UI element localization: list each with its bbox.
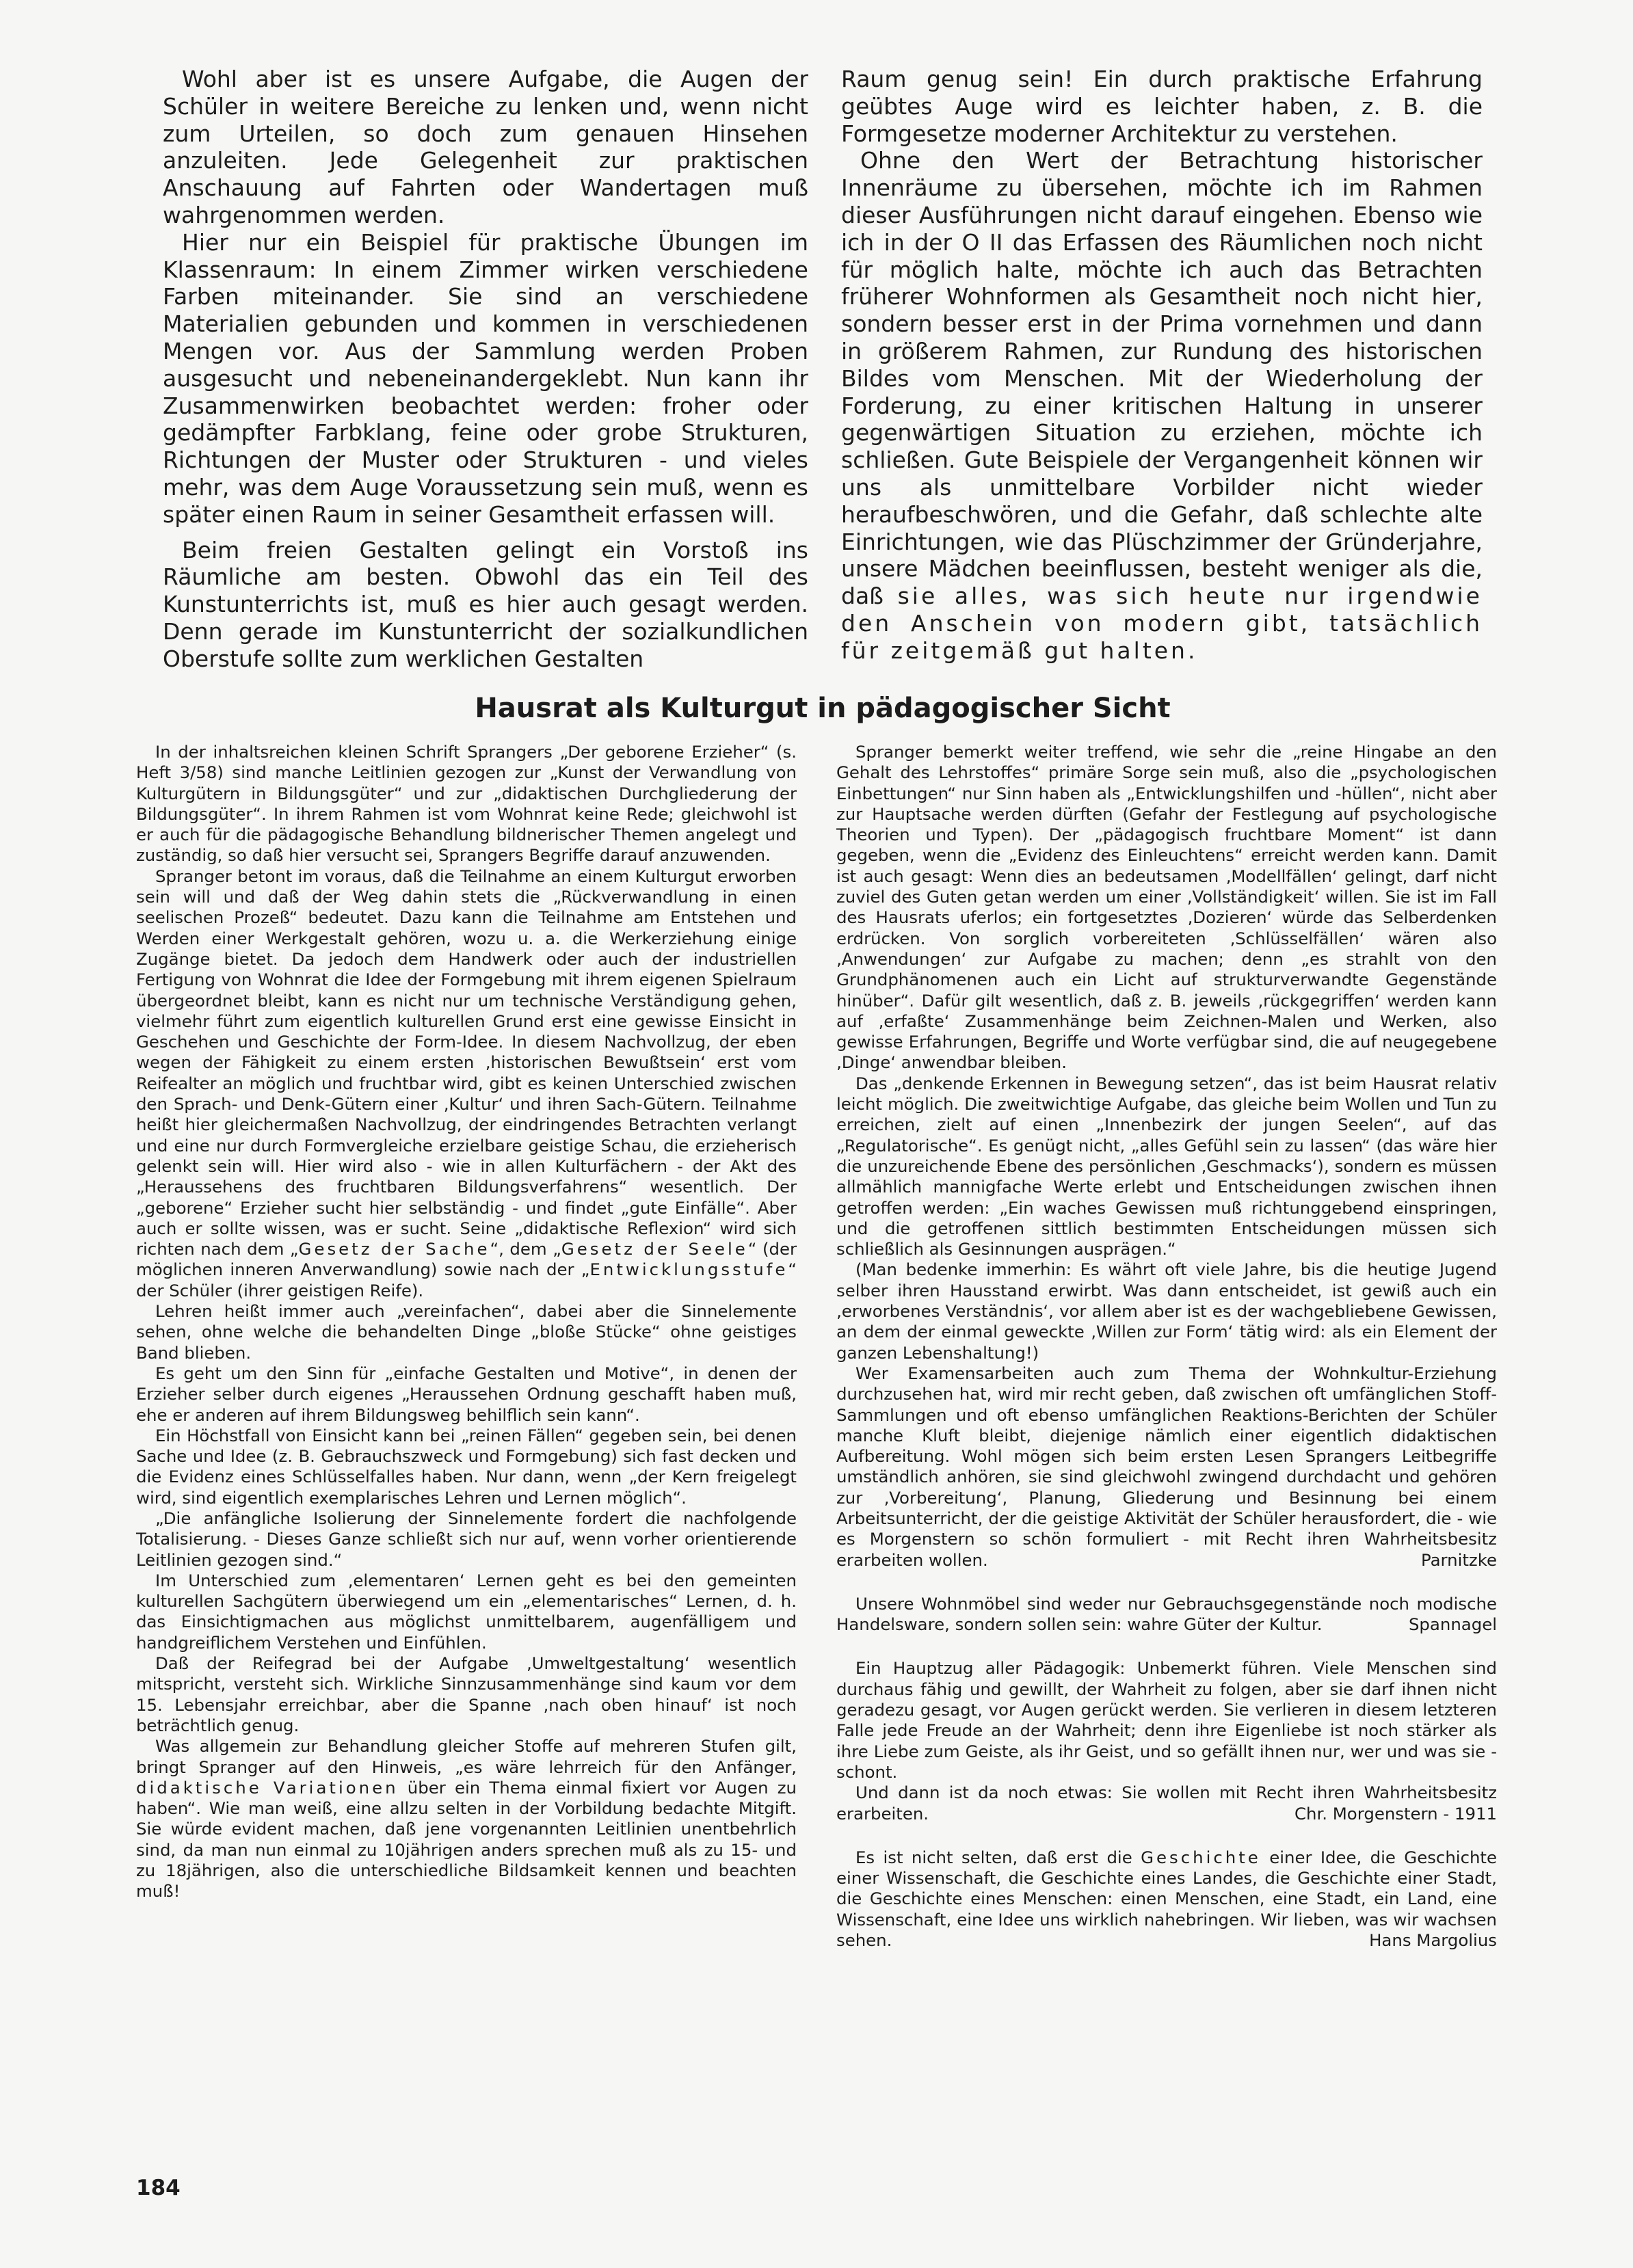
paragraph: Im Unterschied zum ‚elementaren‘ Lernen geht es bei den gemeinten kulturellen Sachgütern überwiegend um ein „elementarisches“ Lernen, d. h. das Einsichtigmachen aus möglichst unmittelbarem, augenfälligem und handgreiflichem Verstehen und Einfühlen. [136,1570,797,1653]
paragraph: Es geht um den Sinn für „einfache Gestalten und Motive“, in denen der Erzieher selber durch eigenes „Heraussehen Ordnung geschafft haben muß, ehe er anderen auf ihrem Bildungsweg behilflich sein kann“. [136,1363,797,1425]
paragraph-text: “, dem „ [490,1239,561,1259]
quote-text: Es ist nicht selten, daß erst die [855,1847,1132,1867]
paragraph-text: Was allgemein zur Behandlung gleicher Stoffe auf mehreren Stufen gilt, bringt Spranger auf den Hinweis, „es wäre lehrreich für den Anfänger, [136,1736,797,1777]
article-right-column [836,742,1497,1951]
spaced-text: Geschichte [1141,1847,1261,1867]
quote: Ein Hauptzug aller Pädagogik: Unbemerkt führen. Viele Menschen sind durchaus fähig und gewillt, der Wahrheit zu folgen, aber sie darf ihnen nicht geradezu gesagt, vor Augen gerückt werden. Sie verlieren in diesem letzteren Falle jede Freude an der Wahrheit; denn ihre Eigenliebe ist noch stärker als ihre Liebe zum Geiste, als ihr Geist, und so gefällt ihnen nur, wer und was sie - schont. [836,1658,1497,1782]
article-headline: Hausrat als Kulturgut in pädagogischer Sicht [475,693,1171,724]
author-signature: Parnitzke [1420,1549,1497,1570]
top-right-column [841,66,1483,665]
paragraph: Lehren heißt immer auch „vereinfachen“, dabei aber die Sinnelemente sehen, ohne welche die behandelten Dinge „bloße Stücke“ ohne geistiges Band blieben. [136,1301,797,1363]
quote-text: einer Idee, die Geschichte einer Wissenschaft, die Geschichte eines Landes, die Geschichte einer Stadt, die Geschichte eines Menschen: einen Menschen, eine Stadt, ein Land, eine Wissenschaft, eine Idee uns wirklich nahebringen. Wir lieben, was wir wachsen sehen. [836,1847,1498,1951]
paragraph-text: “ (der möglichen inneren Anverwandlung) sowie nach der „ [136,1239,797,1280]
paragraph: In der inhaltsreichen kleinen Schrift Sprangers „Der geborene Erzieher“ (s. Heft 3/58) sind manche Leitlinien gezogen zur „Kunst der Verwandlung von Kulturgütern in Bildungsgüter“ und zur „didaktischen Durchgliederung der Bildungsgüter“. In ihrem Rahmen ist vom Wohnrat keine Rede; gleichwohl ist er auch für die pädagogische Behandlung bildnerischer Themen angelegt und zuständig, so daß hier versucht sei, Sprangers Begriffe darauf anzuwenden. [136,742,797,866]
paragraph: Das „denkende Erkennen in Bewegung setzen“, das ist beim Hausrat relativ leicht möglich. Die zweitwichtige Aufgabe, das gleiche beim Wollen und Tun zu erreichen, zielt auf einen „Innenbezirk der jungen Seelen“, auf das „Regulatorische“. Es genügt nicht, „alles Gefühl sein zu lassen“ (das wäre hier die unzureichende Ebene des persönlichen ‚Geschmacks‘), sondern es müssen allmählich mannigfache Werte erlebt und Entscheidungen zwischen ihnen getroffen werden: „Ein waches Gewissen muß richtunggebend einspringen, und die getroffenen sittlich bestimmten Entscheidungen müssen sich schließlich als Gesinnungen ausprägen.“ [836,1073,1497,1259]
spaced-text: Gesetz der Sache [298,1239,490,1259]
author-signature: Hans Margolius [1369,1930,1497,1951]
spaced-text: Entwicklungsstufe [589,1259,788,1280]
paragraph-text: Wer Examensarbeiten auch zum Thema der Wohnkultur-Erziehung durchzusehen hat, wird mir recht geben, daß zwischen oft umfänglichen Stoff-Sammlungen und oft ebenso umfänglichen Reaktions-Berichten der Schüler manche Kluft bleibt, diejenige nämlich einer eigentlich didaktischen Aufbereitung. Wohl mögen sich beim ersten Lesen Sprangers Leitbegriffe umständlich anhören, sie sind gleichwohl zwingend durchdacht und gehören zur ‚Vorbereitung‘, Planung, Gliederung und Besinnung bei einem Arbeitsunterricht, der die geistige Aktivität der Schüler herausfordert, die - wie es Morgenstern so schön formuliert - mit Recht ihren Wahrheitsbesitz erarbeiten wollen. [836,1363,1497,1570]
article-left-column [136,742,797,1902]
paragraph [136,1736,797,1902]
paragraph: Raum genug sein! Ein durch praktische Erfahrung geübtes Auge wird es leichter haben, z. B. die Formgesetze moderner Architektur zu verstehen. [841,66,1483,147]
paragraph-text: über ein Thema einmal fixiert vor Augen zu haben“. Wie man weiß, eine allzu selten in der Vorbildung bedachte Mitgift. Sie würde evident machen, daß jene vorgenannten Leitlinien unentbehrlich sind, da man nun einmal zu 10jährigen anders sprechen muß als zu 15- und zu 18jährigen, also die unterschiedliche Bildsamkeit kennen und beachten muß! [136,1777,797,1902]
spaced-text: didaktische Variationen [136,1777,399,1798]
paragraph: (Man bedenke immerhin: Es währt oft viele Jahre, bis die heutige Jugend selber ihren Hausstand erwirbt. Was dann entscheidet, ist gewiß auch ein ‚erworbenes Verständnis‘, vor allem aber ist es der wachgebliebene Gewissen, an dem der einmal geweckte ‚Willen zur Form‘ tätig wird: als ein Element der ganzen Lebenshaltung!) [836,1259,1497,1363]
paragraph-text: Ohne den Wert der Betrachtung historischer Innenräume zu übersehen, möchte ich im Rahmen dieser Ausführungen nicht darauf eingehen. Ebenso wie ich in der O II das Erfassen des Räumlichen noch nicht für möglich halte, möchte ich auch das Betrachten früherer Wohnformen als Gesamtheit noch nicht hier, sondern besser erst in der Prima vornehmen und dann in größerem Rahmen, zur Rundung des historischen Bildes vom Menschen. Mit der Wiederholung der Forderung, zu einer kritischen Haltung in unserer gegenwärtigen Situation zu erziehen, möchte ich schließen. Gute Beispiele der Vergangenheit können wir uns als unmittelbare Vorbilder nicht wieder heraufbeschwören, und die Gefahr, daß schlechte alte Einrichtungen, wie das Plüschzimmer der Gründerjahre, unsere Mädchen beeinflussen, besteht weniger als die, daß [841,147,1483,610]
paragraph-text: “ der Schüler (ihrer geistigen Reife). [136,1259,797,1300]
paragraph: Beim freien Gestalten gelingt ein Vorstoß ins Räumliche am besten. Obwohl das ein Teil des Kunstunterrichts ist, muß es hier auch gesagt werden. Denn gerade im Kunstunterricht der sozialkundlichen Oberstufe sollte zum werklichen Gestalten [163,536,808,672]
paragraph [841,147,1483,664]
paragraph-text: Spranger betont im voraus, daß die Teilnahme an einem Kulturgut erworben sein will und daß der Weg dahin stets die „Rückverwandlung in einen seelischen Prozeß“ bedeutet. Dazu kann die Teilnahme am Entstehen und Werden einer Werkgestalt gehören, wozu u. a. die Werkerziehung einige Zugänge bietet. Da jedoch dem Handwerk oder auch der industriellen Fertigung von Wohnrat die Idee der Formgebung mit ihrem eigenen Spielraum übergeordnet bleibt, kann es nicht nur um technische Verständigung gehen, vielmehr führt zum eigentlich kulturellen Grund erst eine gewisse Einsicht in Geschehen und Geschichte der Form-Idee. In diesem Nachvollzug, der eben wegen der Fähigkeit zu einem ersten ‚historischen Bewußtsein‘ erst vom Reifealter an möglich und fruchtbar wird, gibt es keinen Unterschied zwischen den Sprach- und Denk-Gütern einer ‚Kultur‘ und ihren Sach-Gütern. Teilnahme heißt hier gleichermaßen Nachvollzug, der eindringendes Betrachten verlangt und eine nur durch Formvergleiche erzielbare geistige Schau, die erzieherisch gelenkt sein will. Hier wird also - wie in allen Kulturfächern - der Akt des „Heraussehens des fruchtbaren Bildungsverfahrens“ wesentlich. Der „geborene“ Erzieher sucht hier selbständig - und findet „gute Einfälle“. Aber auch er sollte wissen, was er sucht. Seine „didaktische Reflexion“ wird sich richten nach dem „ [136,866,797,1259]
spaced-text: sie alles, was sich heute nur irgendwie den Anschein von modern gibt, tatsächlich für zeitgemäß gut halten. [841,583,1483,664]
spaced-text: Gesetz der Seele [561,1239,748,1259]
author-signature: Chr. Morgenstern - 1911 [1294,1803,1497,1824]
paragraph: „Die anfängliche Isolierung der Sinnelemente fordert die nachfolgende Totalisierung. - Dieses Ganze schließt sich nur auf, wenn vorher orientierende Leitlinien gezogen sind.“ [136,1508,797,1570]
quote-text: Und dann ist da noch etwas: Sie wollen mit Recht ihren Wahrheitsbesitz erarbeiten. [836,1783,1497,1824]
quote-text: Unsere Wohnmöbel sind weder nur Gebrauchsgegenstände noch modische Handelsware, sondern sollen sein: wahre Güter der Kultur. [836,1593,1497,1635]
paragraph: Daß der Reifegrad bei der Aufgabe ‚Umweltgestaltung‘ wesentlich mitspricht, versteht sich. Wirkliche Sinnzusammenhänge sind kaum vor dem 15. Lebensjahr erreichbar, aber die Spanne ‚nach oben hinauf‘ ist noch beträchtlich genug. [136,1653,797,1735]
quote [836,1783,1497,1824]
author-signature: Spannagel [1408,1614,1497,1635]
paragraph: Ein Höchstfall von Einsicht kann bei „reinen Fällen“ gegeben sein, bei denen Sache und Idee (z. B. Gebrauchszweck und Formgebung) sich fast decken und die Evidenz eines Schlüsselfalles haben. Nur dann, wenn „der Kern freigelegt wird, sind eigentlich exemplarisches Lehren und Lernen möglich“. [136,1425,797,1508]
paragraph [836,1363,1497,1571]
top-left-column [163,66,808,673]
quote [836,1594,1497,1636]
paragraph: Spranger bemerkt weiter treffend, wie sehr die „reine Hingabe an den Gehalt des Lehrstoffes“ primäre Sorge sein muß, also die „psychologischen Einbettungen“ nur Sinn haben als „Entwicklungshilfen und -hüllen“, nicht aber zur Hauptsache werden dürften (Gefahr der Festlegung auf psychologische Theorien und Typen). Der „pädagogisch fruchtbare Moment“ ist dann gegeben, wenn die „Evidenz des Einleuchtens“ erreicht werden kann. Damit ist auch gesagt: Wenn dies an bedeutsamen ‚Modellfällen‘ gelingt, darf nicht zuviel des Guten getan werden um einer ‚Vollständigkeit‘ willen. Sie ist im Fall des Hausrats uferlos; ein fortgesetztes ‚Dozieren‘ würde das Selberdenken erdrücken. Von sorglich vorbereiteten ‚Schlüsselfällen‘ wären also ‚Anwendungen‘ zur Aufgabe zu machen; denn „es strahlt von den Grundphänomenen auch ein Licht auf strukturverwandte Gegenstände hinüber“. Dafür gilt wesentlich, daß z. B. jeweils ‚rückgegriffen‘ werden kann auf ‚erfaßte‘ Zusammenhänge beim Zeichnen-Malen und Werken, also gewisse Erfahrungen, Begriffe und Worte verfügbar sind, die auf neugegebene ‚Dinge‘ anwendbar bleiben. [836,742,1497,1073]
paragraph [136,866,797,1301]
page-number: 184 [136,2176,181,2200]
quote [836,1847,1497,1951]
paragraph: Wohl aber ist es unsere Aufgabe, die Augen der Schüler in weitere Bereiche zu lenken und, wenn nicht zum Urteilen, so doch zum genauen Hinsehen anzuleiten. Jede Gelegenheit zur praktischen Anschauung auf Fahrten oder Wandertagen muß wahrgenommen werden. [163,66,808,228]
paragraph: Hier nur ein Beispiel für praktische Übungen im Klassenraum: In einem Zimmer wirken verschiedene Farben miteinander. Sie sind an verschiedene Materialien gebunden und kommen in verschiedenen Mengen vor. Aus der Sammlung werden Proben ausgesucht und nebeneinandergeklebt. Nun kann ihr Zusammenwirken beobachtet werden: froher oder gedämpfter Farbklang, feine oder grobe Strukturen, Richtungen der Muster oder Strukturen - und vieles mehr, was dem Auge Voraussetzung sein muß, wenn es später einen Raum in seiner Gesamtheit erfassen will. [163,228,808,528]
